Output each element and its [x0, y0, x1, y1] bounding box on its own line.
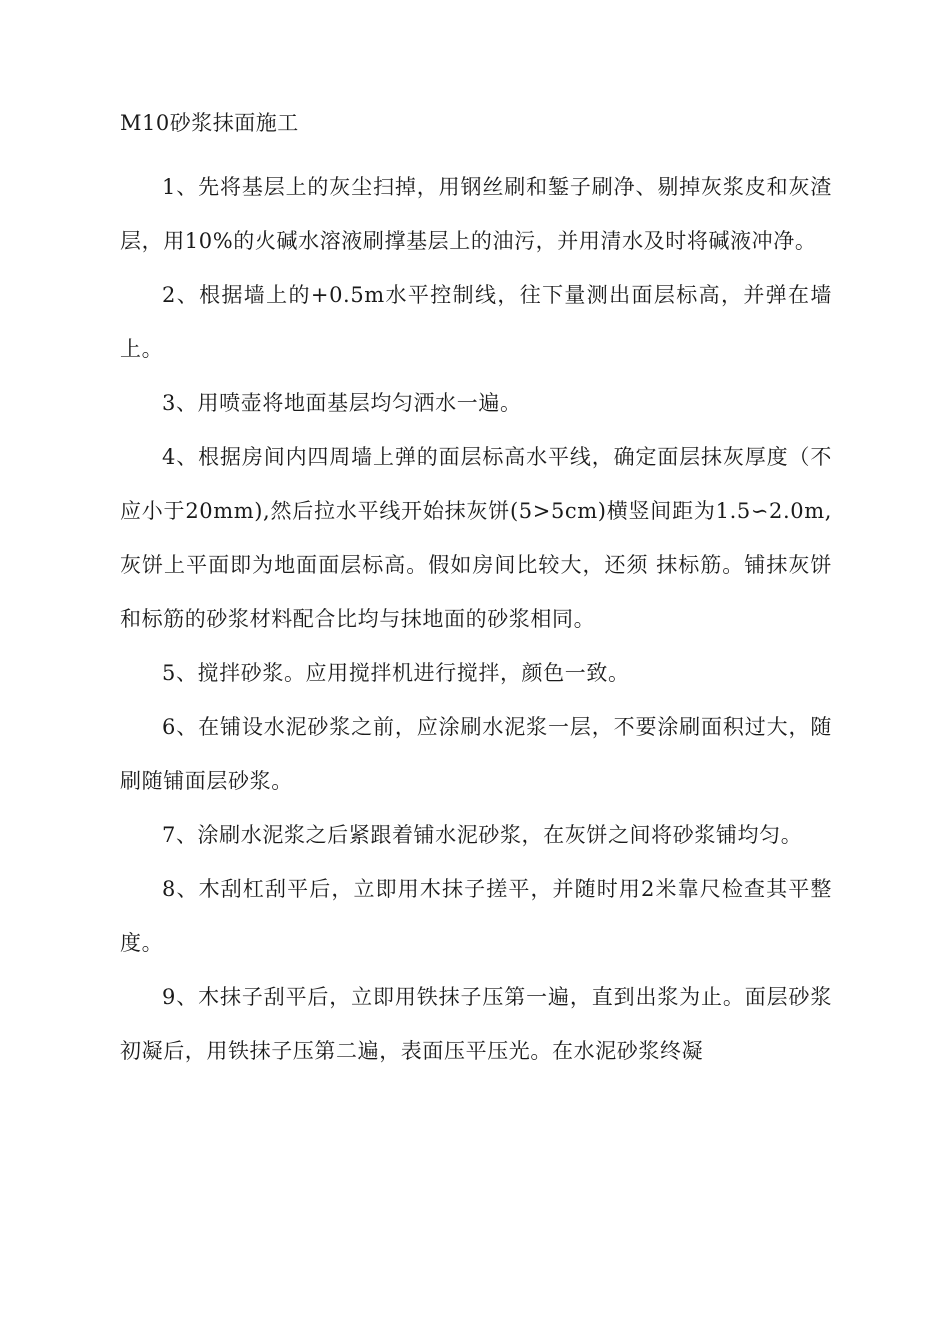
paragraph-step-3: 3、用喷壶将地面基层均匀洒水一遍。 — [162, 391, 522, 415]
paragraph-step-2: 2、根据墙上的+0.5m水平控制线，往下量测出面层标高，并弹在墙上。 — [120, 283, 832, 361]
document-body — [120, 106, 832, 1078]
paragraph-step-5: 5、搅拌砂浆。应用搅拌机进行搅拌，颜色一致。 — [162, 661, 630, 685]
paragraph-step-8: 8、木刮杠刮平后，立即用木抹子搓平，并随时用2米靠尺检查其平整度。 — [120, 877, 832, 955]
paragraph-step-7: 7、涂刷水泥浆之后紧跟着铺水泥砂浆，在灰饼之间将砂浆铺均匀。 — [162, 823, 803, 847]
paragraph-step-9: 9、木抹子刮平后，立即用铁抹子压第一遍，直到出浆为止。面层砂浆初凝后，用铁抹子压第二遍，表面压平压光。在水泥砂浆终凝 — [120, 985, 832, 1063]
paragraph-step-4: 4、根据房间内四周墙上弹的面层标高水平线，确定面层抹灰厚度（不应小于20mm),然后拉水平线开始抹灰饼(5>5cm)横竖间距为1.5∽2.0m,灰饼上平面即为地面面层标高。假如房间比较大，还须 抹标筋。铺抹灰饼和标筋的砂浆材料配合比均与抹地面的砂浆相同。 — [120, 445, 832, 631]
document-title: M10砂浆抹面施工 — [120, 111, 299, 135]
paragraph-step-6: 6、在铺设水泥砂浆之前，应涂刷水泥浆一层，不要涂刷面积过大，随刷随铺面层砂浆。 — [120, 715, 832, 793]
paragraph-step-1: 1、先将基层上的灰尘扫掉，用钢丝刷和錾子刷净、剔掉灰浆皮和灰渣层，用10%的火碱水溶液刷撑基层上的油污，并用清水及时将碱液冲净。 — [120, 175, 832, 253]
